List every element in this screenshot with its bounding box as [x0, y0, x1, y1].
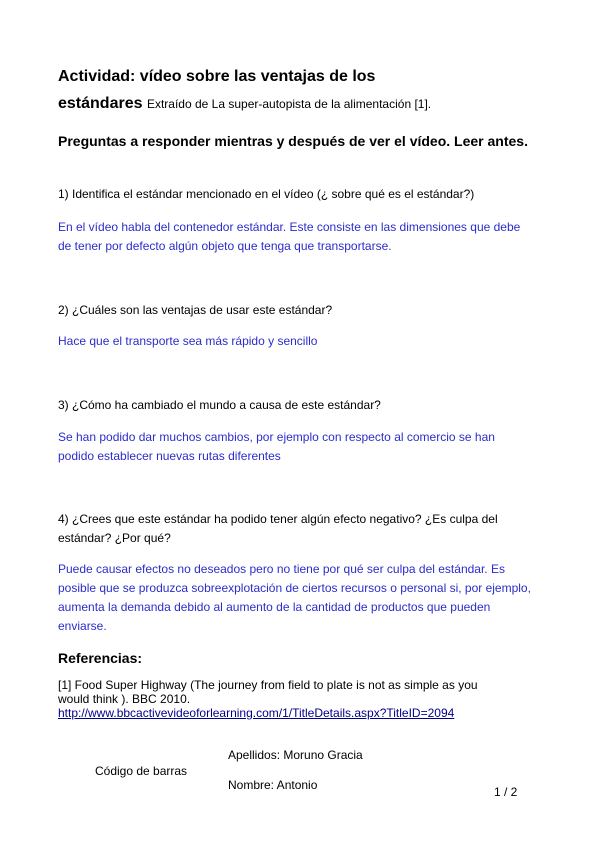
- document-subtitle: Extraído de La super-autopista de la alimentación [1].: [146, 97, 432, 111]
- document-title-line2: [58, 94, 431, 114]
- question-3: 3) ¿Cómo ha cambiado el mundo a causa de este estándar?: [58, 398, 381, 412]
- section-heading: Preguntas a responder mientras y después de ver el vídeo. Leer antes.: [58, 133, 528, 149]
- question-4: 4) ¿Crees que este estándar ha podido tener algún efecto negativo? ¿Es culpa del estándar? ¿Por qué?: [58, 512, 498, 545]
- answer-3: Se han podido dar muchos cambios, por ejemplo con respecto al comercio se han podido establecer nuevas rutas diferentes: [58, 430, 495, 463]
- document-title-line1: Actividad: vídeo sobre las ventajas de los: [58, 68, 376, 85]
- document-title-word: estándares: [58, 95, 143, 112]
- reference-link[interactable]: http://www.bbcactivevideoforlearning.com/1/TitleDetails.aspx?TitleID=2094: [58, 706, 455, 720]
- page-number: 1 / 2: [494, 785, 518, 799]
- references-heading: Referencias:: [58, 650, 143, 666]
- question-2: 2) ¿Cuáles son las ventajas de usar este estándar?: [58, 303, 333, 317]
- reference-entry: [58, 678, 478, 720]
- answer-2: Hace que el transporte sea más rápido y sencillo: [58, 334, 318, 348]
- footer-barcode-label: Código de barras: [95, 764, 188, 778]
- footer-nombre: Nombre: Antonio: [228, 778, 318, 792]
- answer-4: Puede causar efectos no deseados pero no tiene por qué ser culpa del estándar. Es posible que se produzca sobreexplotación de ciertos recursos o personal si, por ejemplo, aumenta la demanda debido al aumento de la cantidad de productos que pueden enviarse.: [58, 562, 531, 633]
- footer-apellidos: Apellidos: Moruno Gracia: [228, 748, 363, 762]
- reference-text: [1] Food Super Highway (The journey from field to plate is not as simple as you would think ). BBC 2010.: [58, 678, 478, 706]
- question-1: 1) Identifica el estándar mencionado en el vídeo (¿ sobre qué es el estándar?): [58, 187, 475, 201]
- answer-1: En el vídeo habla del contenedor estándar. Este consiste en las dimensiones que debe de tener por defecto algún objeto que tenga que transportarse.: [58, 220, 521, 253]
